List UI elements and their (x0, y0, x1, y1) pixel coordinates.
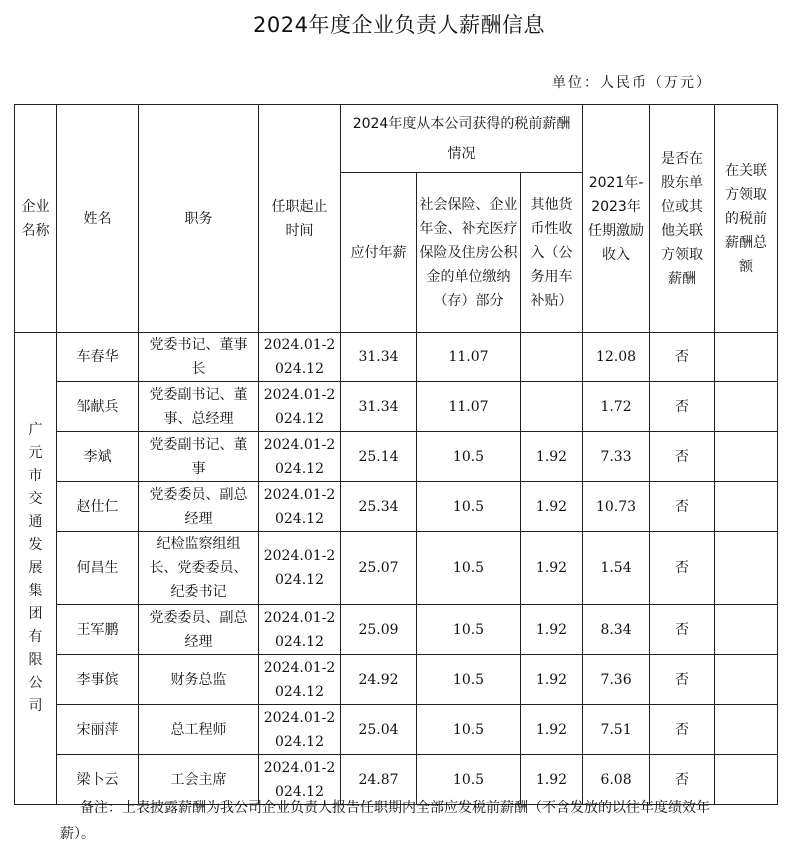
other-income-cell: 1.92 (521, 605, 583, 655)
position-cell: 财务总监 (139, 655, 259, 705)
shareholder-cell: 否 (650, 532, 715, 605)
term-cell: 2024.01-2024.12 (259, 655, 341, 705)
salary-cell: 31.34 (341, 333, 417, 382)
social-cell: 10.5 (417, 482, 521, 532)
social-cell: 10.5 (417, 432, 521, 482)
name-cell: 何昌生 (57, 532, 139, 605)
related-total-cell (715, 333, 778, 382)
related-total-cell (715, 482, 778, 532)
other-income-cell: 1.92 (521, 432, 583, 482)
table-row (15, 482, 778, 532)
header-social-insurance: 社会保险、企业年金、补充医疗保险及住房公积金的单位缴纳（存）部分 (417, 173, 521, 333)
header-pretax-group: 2024年度从本公司获得的税前薪酬情况 (341, 105, 583, 173)
name-cell: 邹献兵 (57, 382, 139, 432)
related-total-cell (715, 605, 778, 655)
term-cell: 2024.01-2024.12 (259, 482, 341, 532)
header-related-total: 在关联方领取的税前薪酬总额 (715, 105, 778, 333)
social-cell: 10.5 (417, 532, 521, 605)
related-total-cell (715, 382, 778, 432)
salary-cell: 25.34 (341, 482, 417, 532)
term-cell: 2024.01-2024.12 (259, 333, 341, 382)
term-cell: 2024.01-2024.12 (259, 755, 341, 805)
related-total-cell (715, 655, 778, 705)
other-income-cell: 1.92 (521, 532, 583, 605)
header-term: 任职起止时间 (259, 105, 341, 333)
salary-cell: 25.14 (341, 432, 417, 482)
table-row (15, 705, 778, 755)
incentive-cell: 1.72 (583, 382, 650, 432)
salary-cell: 24.92 (341, 655, 417, 705)
social-cell: 11.07 (417, 382, 521, 432)
social-cell: 10.5 (417, 655, 521, 705)
name-cell: 赵仕仁 (57, 482, 139, 532)
related-total-cell (715, 432, 778, 482)
table-row (15, 605, 778, 655)
name-cell: 李事傧 (57, 655, 139, 705)
other-income-cell: 1.92 (521, 705, 583, 755)
shareholder-cell: 否 (650, 333, 715, 382)
incentive-cell: 1.54 (583, 532, 650, 605)
header-name: 姓名 (57, 105, 139, 333)
social-cell: 11.07 (417, 333, 521, 382)
salary-cell: 31.34 (341, 382, 417, 432)
term-cell: 2024.01-2024.12 (259, 605, 341, 655)
term-cell: 2024.01-2024.12 (259, 532, 341, 605)
position-cell: 党委副书记、董事、总经理 (139, 382, 259, 432)
page-title: 2024年度企业负责人薪酬信息 (253, 13, 545, 37)
name-cell: 宋丽萍 (57, 705, 139, 755)
table-row (15, 532, 778, 605)
shareholder-cell: 否 (650, 655, 715, 705)
name-cell: 车春华 (57, 333, 139, 382)
footnote: 备注：上表披露薪酬为我公司企业负责人报告任职期内全部应发税前薪酬（不含发放的以往年度绩效年薪）。 (60, 800, 710, 842)
header-position: 职务 (139, 105, 259, 333)
term-cell: 2024.01-2024.12 (259, 705, 341, 755)
position-cell: 党委副书记、董事 (139, 432, 259, 482)
company-name-cell: 广元市交通发展集团有限公司 (15, 333, 57, 805)
shareholder-cell: 否 (650, 755, 715, 805)
shareholder-cell: 否 (650, 705, 715, 755)
incentive-cell: 12.08 (583, 333, 650, 382)
shareholder-cell: 否 (650, 382, 715, 432)
unit-label: 单位：人民币（万元） (552, 75, 712, 91)
shareholder-cell: 否 (650, 432, 715, 482)
related-total-cell (715, 532, 778, 605)
name-cell: 王军鹏 (57, 605, 139, 655)
table-row (15, 432, 778, 482)
table-row (15, 382, 778, 432)
position-cell: 党委委员、副总经理 (139, 605, 259, 655)
other-income-cell: 1.92 (521, 482, 583, 532)
position-cell: 总工程师 (139, 705, 259, 755)
incentive-cell: 7.51 (583, 705, 650, 755)
related-total-cell (715, 705, 778, 755)
salary-cell: 25.07 (341, 532, 417, 605)
shareholder-cell: 否 (650, 482, 715, 532)
header-annual-salary: 应付年薪 (341, 173, 417, 333)
other-income-cell (521, 333, 583, 382)
salary-cell: 24.87 (341, 755, 417, 805)
salary-table (14, 104, 778, 805)
other-income-cell (521, 382, 583, 432)
position-cell: 工会主席 (139, 755, 259, 805)
social-cell: 10.5 (417, 755, 521, 805)
incentive-cell: 10.73 (583, 482, 650, 532)
name-cell: 李斌 (57, 432, 139, 482)
shareholder-cell: 否 (650, 605, 715, 655)
term-cell: 2024.01-2024.12 (259, 382, 341, 432)
incentive-cell: 6.08 (583, 755, 650, 805)
term-cell: 2024.01-2024.12 (259, 432, 341, 482)
header-incentive: 2021年-2023年任期激励收入 (583, 105, 650, 333)
header-shareholder: 是否在股东单位或其他关联方领取薪酬 (650, 105, 715, 333)
social-cell: 10.5 (417, 605, 521, 655)
table-row (15, 333, 778, 382)
other-income-cell: 1.92 (521, 755, 583, 805)
table-row (15, 655, 778, 705)
salary-cell: 25.09 (341, 605, 417, 655)
position-cell: 党委书记、董事长 (139, 333, 259, 382)
social-cell: 10.5 (417, 705, 521, 755)
position-cell: 党委委员、副总经理 (139, 482, 259, 532)
incentive-cell: 7.36 (583, 655, 650, 705)
name-cell: 梁卜云 (57, 755, 139, 805)
header-company: 企业名称 (15, 105, 57, 333)
salary-cell: 25.04 (341, 705, 417, 755)
incentive-cell: 7.33 (583, 432, 650, 482)
position-cell: 纪检监察组组长、党委委员、纪委书记 (139, 532, 259, 605)
header-other-income: 其他货币性收入（公务用车补贴） (521, 173, 583, 333)
other-income-cell: 1.92 (521, 655, 583, 705)
incentive-cell: 8.34 (583, 605, 650, 655)
